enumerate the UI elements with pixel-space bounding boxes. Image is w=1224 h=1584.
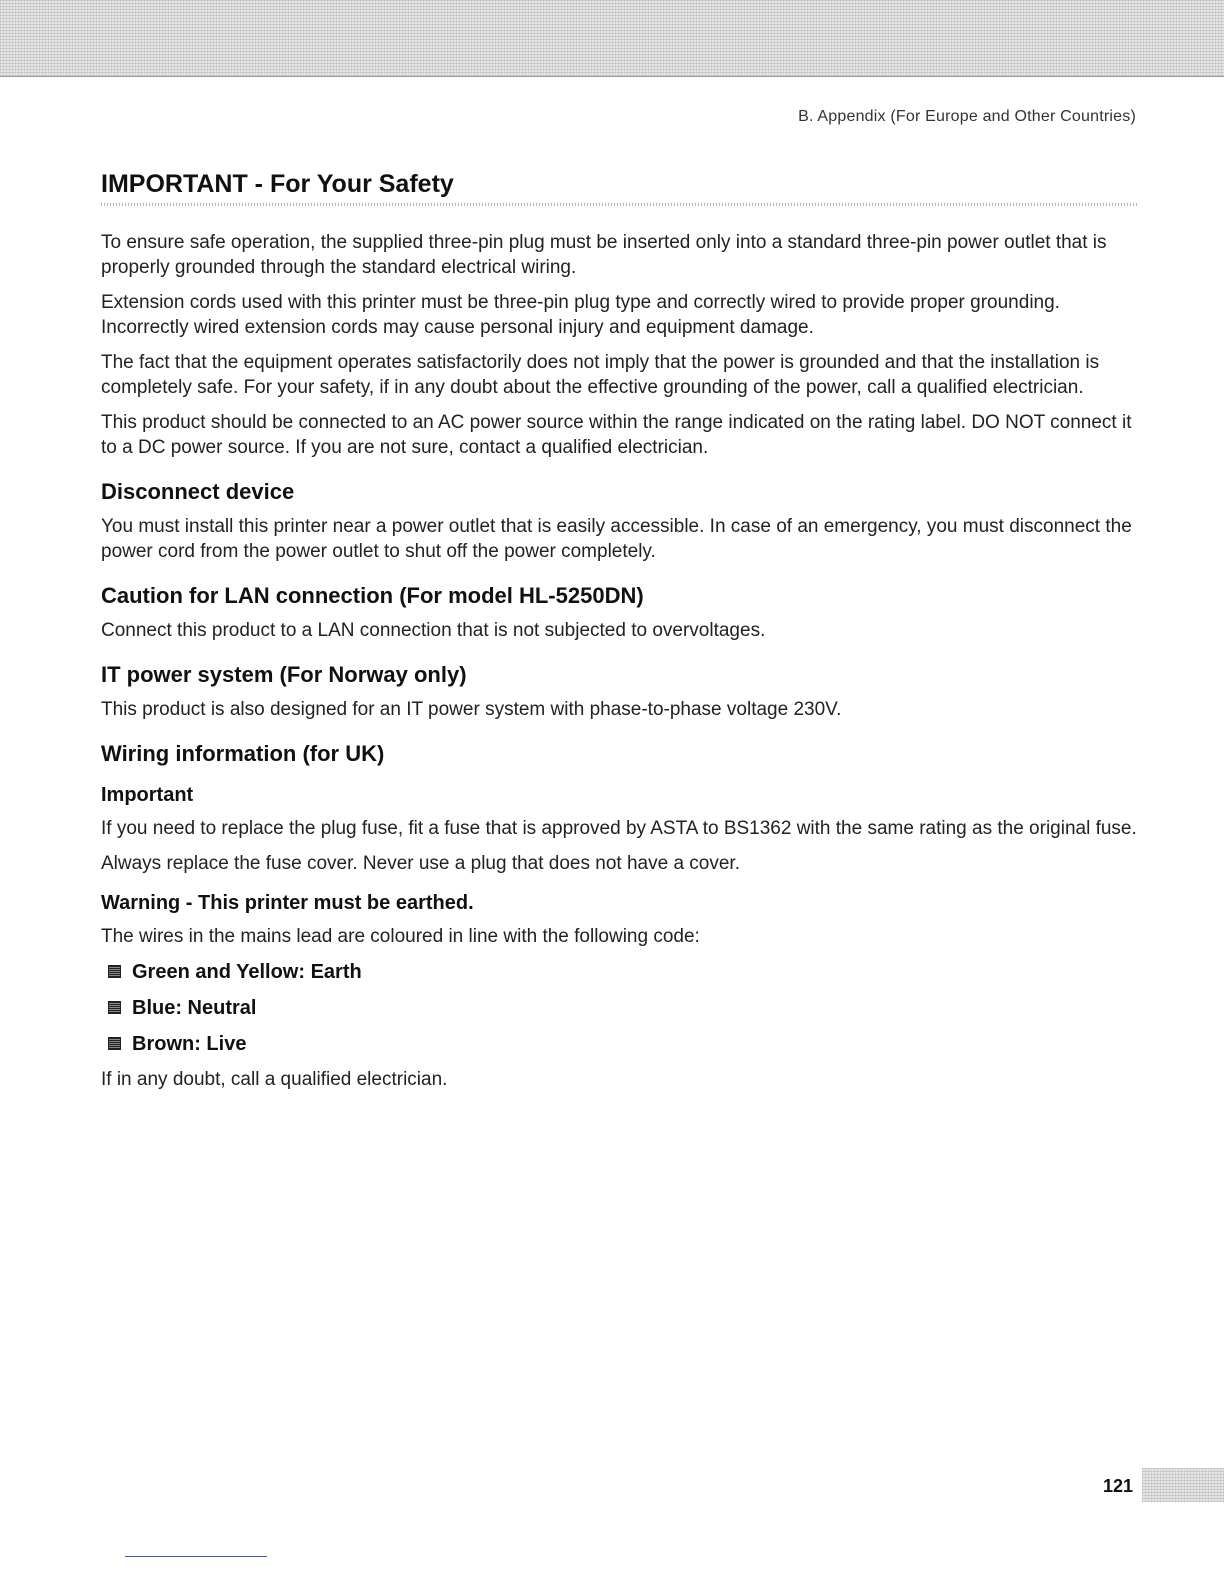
wire-code-intro: The wires in the mains lead are coloured in line with the following code: <box>101 925 700 947</box>
page-title: IMPORTANT - For Your Safety <box>101 170 454 198</box>
square-bullet-icon <box>108 965 121 978</box>
section-heading-it-power: IT power system (For Norway only) <box>101 661 467 687</box>
footer-line <box>125 1556 267 1557</box>
wire-code-item <box>101 995 1137 1021</box>
disconnect-text: You must install this printer near a power outlet that is easily accessible. In case of an emergency, you must disconnect the power cord from the power outlet to shut off the power completely. <box>101 515 1132 562</box>
intro-paragraph: Extension cords used with this printer must be three-pin plug type and correctly wired to provide proper grounding. Incorrectly wired extension cords may cause personal injury and equipment damage. <box>101 291 1060 338</box>
section-heading-lan: Caution for LAN connection (For model HL-5250DN) <box>101 582 644 608</box>
intro-paragraph: The fact that the equipment operates satisfactorily does not imply that the power is grounded and that the installation is completely safe. For your safety, if in any doubt about the effective grounding of the power, call a qualified electrician. <box>101 351 1100 398</box>
intro-paragraph: To ensure safe operation, the supplied three-pin plug must be inserted only into a standard three-pin power outlet that is properly grounded through the standard electrical wiring. <box>101 231 1107 278</box>
running-header: B. Appendix (For Europe and Other Countries) <box>798 108 1136 125</box>
wire-code-label: Green and Yellow: Earth <box>132 960 362 983</box>
section-heading-disconnect: Disconnect device <box>101 478 295 504</box>
subheading-warning: Warning - This printer must be earthed. <box>101 891 474 914</box>
page-content <box>101 168 1137 1102</box>
it-power-text: This product is also designed for an IT power system with phase-to-phase voltage 230V. <box>101 698 842 720</box>
wire-code-item <box>101 959 1137 985</box>
wire-code-label: Brown: Live <box>132 1032 247 1055</box>
page-number: 121 <box>1103 1476 1134 1496</box>
wire-code-item <box>101 1031 1137 1057</box>
title-divider <box>101 203 1137 206</box>
section-heading-wiring: Wiring information (for UK) <box>101 740 385 766</box>
important-paragraph: If you need to replace the plug fuse, fit a fuse that is approved by ASTA to BS1362 with the same rating as the original fuse. <box>101 817 1137 839</box>
closing-text: If in any doubt, call a qualified electrician. <box>101 1068 448 1090</box>
lan-text: Connect this product to a LAN connection that is not subjected to overvoltages. <box>101 619 766 641</box>
wire-code-list <box>101 959 1137 1057</box>
header-band <box>0 0 1224 77</box>
square-bullet-icon <box>108 1001 121 1014</box>
intro-paragraph: This product should be connected to an AC power source within the range indicated on the rating label. DO NOT connect it to a DC power source. If you are not sure, contact a qualified electrician. <box>101 411 1132 458</box>
wire-code-label: Blue: Neutral <box>132 996 257 1019</box>
important-paragraph: Always replace the fuse cover. Never use a plug that does not have a cover. <box>101 852 740 874</box>
page-tab <box>1142 1468 1224 1502</box>
square-bullet-icon <box>108 1037 121 1050</box>
subheading-important: Important <box>101 783 194 806</box>
